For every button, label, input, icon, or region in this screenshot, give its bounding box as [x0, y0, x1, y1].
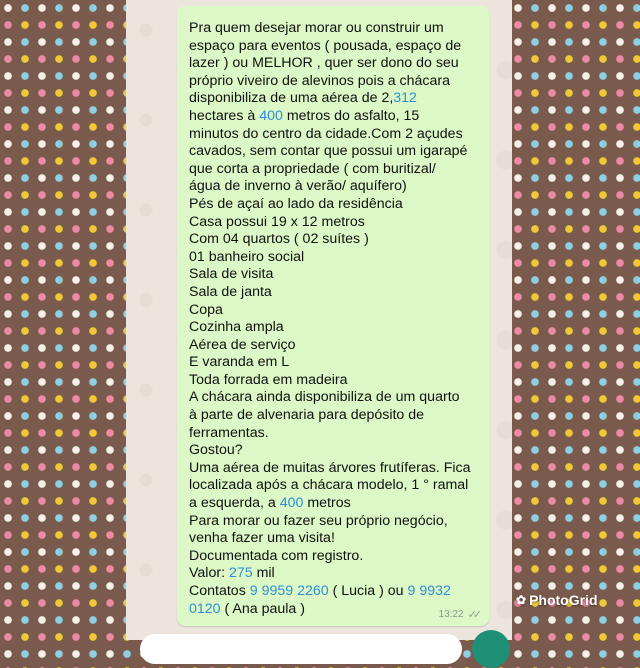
message-line [189, 249, 479, 267]
text-segment: próprio viveiro de alevinos pois a chácara [189, 72, 451, 89]
message-line [189, 143, 479, 161]
mic-send-button[interactable] [472, 630, 510, 668]
message-line [189, 319, 479, 337]
message-line [189, 601, 479, 619]
message-line [189, 161, 479, 179]
text-segment: Casa possui 19 x 12 metros [189, 213, 365, 230]
text-segment: Gostou? [189, 442, 243, 459]
number-link[interactable]: 400 [279, 495, 304, 512]
text-segment: Para morar ou fazer seu próprio negócio, [189, 512, 448, 529]
message-text [189, 20, 479, 618]
text-segment: metros [303, 495, 351, 512]
text-segment: ( Lucia ) ou [328, 583, 408, 599]
message-line [189, 495, 479, 513]
message-line [189, 196, 479, 214]
message-line [189, 178, 479, 196]
text-segment: mil [252, 565, 275, 582]
text-segment: 01 banheiro social [189, 248, 305, 265]
watermark-text: PhotoGrid [529, 592, 598, 608]
message-line [189, 513, 479, 531]
text-segment: hectares à [189, 107, 260, 124]
message-input[interactable] [140, 634, 462, 664]
text-segment: Valor: [189, 565, 229, 582]
message-line [189, 20, 479, 38]
text-segment: lazer ) ou MELHOR , quer ser dono do seu [189, 55, 459, 72]
message-line [189, 126, 479, 144]
number-link[interactable]: 400 [259, 107, 283, 124]
message-line [189, 425, 479, 443]
number-link[interactable]: 275 [228, 565, 253, 582]
message-time: 13:22 [438, 609, 464, 620]
text-segment: espaço para eventos ( pousada, espaço de [189, 37, 462, 54]
message-line [189, 548, 479, 566]
text-segment: Uma aérea de muitas árvores frutíferas. Fica [189, 459, 471, 476]
message-line [189, 231, 479, 249]
message-line [189, 372, 479, 390]
message-line [189, 477, 479, 495]
message-line [189, 442, 479, 460]
number-link[interactable]: 0120 [189, 600, 221, 617]
message-line [189, 90, 479, 108]
message-line [189, 302, 479, 320]
message-meta [439, 608, 481, 621]
text-segment: Documentada com registro. [189, 547, 364, 564]
message-line [189, 354, 479, 372]
text-segment: Sala de visita [189, 266, 274, 283]
text-segment: Pés de açaí ao lado da residência [189, 195, 403, 212]
photogrid-watermark [516, 592, 598, 608]
text-segment: Toda forrada em madeira [189, 371, 348, 388]
text-segment: Contatos [189, 583, 250, 599]
message-line [189, 214, 479, 232]
message-line [189, 389, 479, 407]
text-segment: localizada após a chácara modelo, 1 ° ramal [189, 477, 469, 494]
text-segment: venha fazer uma visita! [189, 530, 335, 547]
message-line [189, 108, 479, 126]
message-line [189, 284, 479, 302]
number-link[interactable]: 9 9932 [407, 583, 451, 599]
message-line [189, 460, 479, 478]
text-segment: ( Ana paula ) [220, 600, 305, 617]
message-line [189, 583, 479, 601]
text-segment: à parte de alvenaria para depósito de [189, 407, 425, 424]
text-segment: Com 04 quartos ( 02 suítes ) [189, 231, 369, 248]
text-segment: disponibiliza de uma aérea de 2, [189, 90, 394, 107]
text-segment: Aérea de serviço [189, 336, 296, 353]
text-segment: Copa [189, 301, 223, 318]
text-segment: água de inverno à verão/ aquífero) [189, 178, 407, 195]
text-segment: a esquerda, a [189, 495, 280, 512]
message-line [189, 407, 479, 425]
composer-bar [126, 628, 512, 640]
message-line [189, 266, 479, 284]
text-segment: metros do asfalto, 15 [282, 107, 420, 124]
read-receipt-icon: ✓✓ [467, 609, 478, 621]
number-link[interactable]: 312 [393, 90, 417, 107]
message-line [189, 530, 479, 548]
message-line [189, 565, 479, 583]
text-segment: que corta a propriedade ( com buritizal/ [189, 160, 436, 177]
message-line [189, 73, 479, 91]
text-segment: A chácara ainda disponibiliza de um quarto [189, 389, 460, 406]
message-bubble[interactable] [177, 6, 489, 626]
text-segment: minutos do centro da cidade.Com 2 açudes [189, 125, 463, 142]
text-segment: Cozinha ampla [189, 319, 284, 336]
text-segment: Pra quem desejar morar ou construir um [189, 20, 444, 36]
message-line [189, 55, 479, 73]
text-segment: E varanda em L [189, 354, 290, 371]
message-line [189, 38, 479, 56]
text-segment: ferramentas. [189, 424, 269, 441]
text-segment: cavados, sem contar que possui um igarapé [189, 143, 468, 160]
text-segment: Sala de janta [189, 283, 272, 300]
photogrid-logo-icon: ✿ [516, 593, 527, 607]
number-link[interactable]: 9 9959 2260 [249, 583, 329, 599]
message-line [189, 337, 479, 355]
